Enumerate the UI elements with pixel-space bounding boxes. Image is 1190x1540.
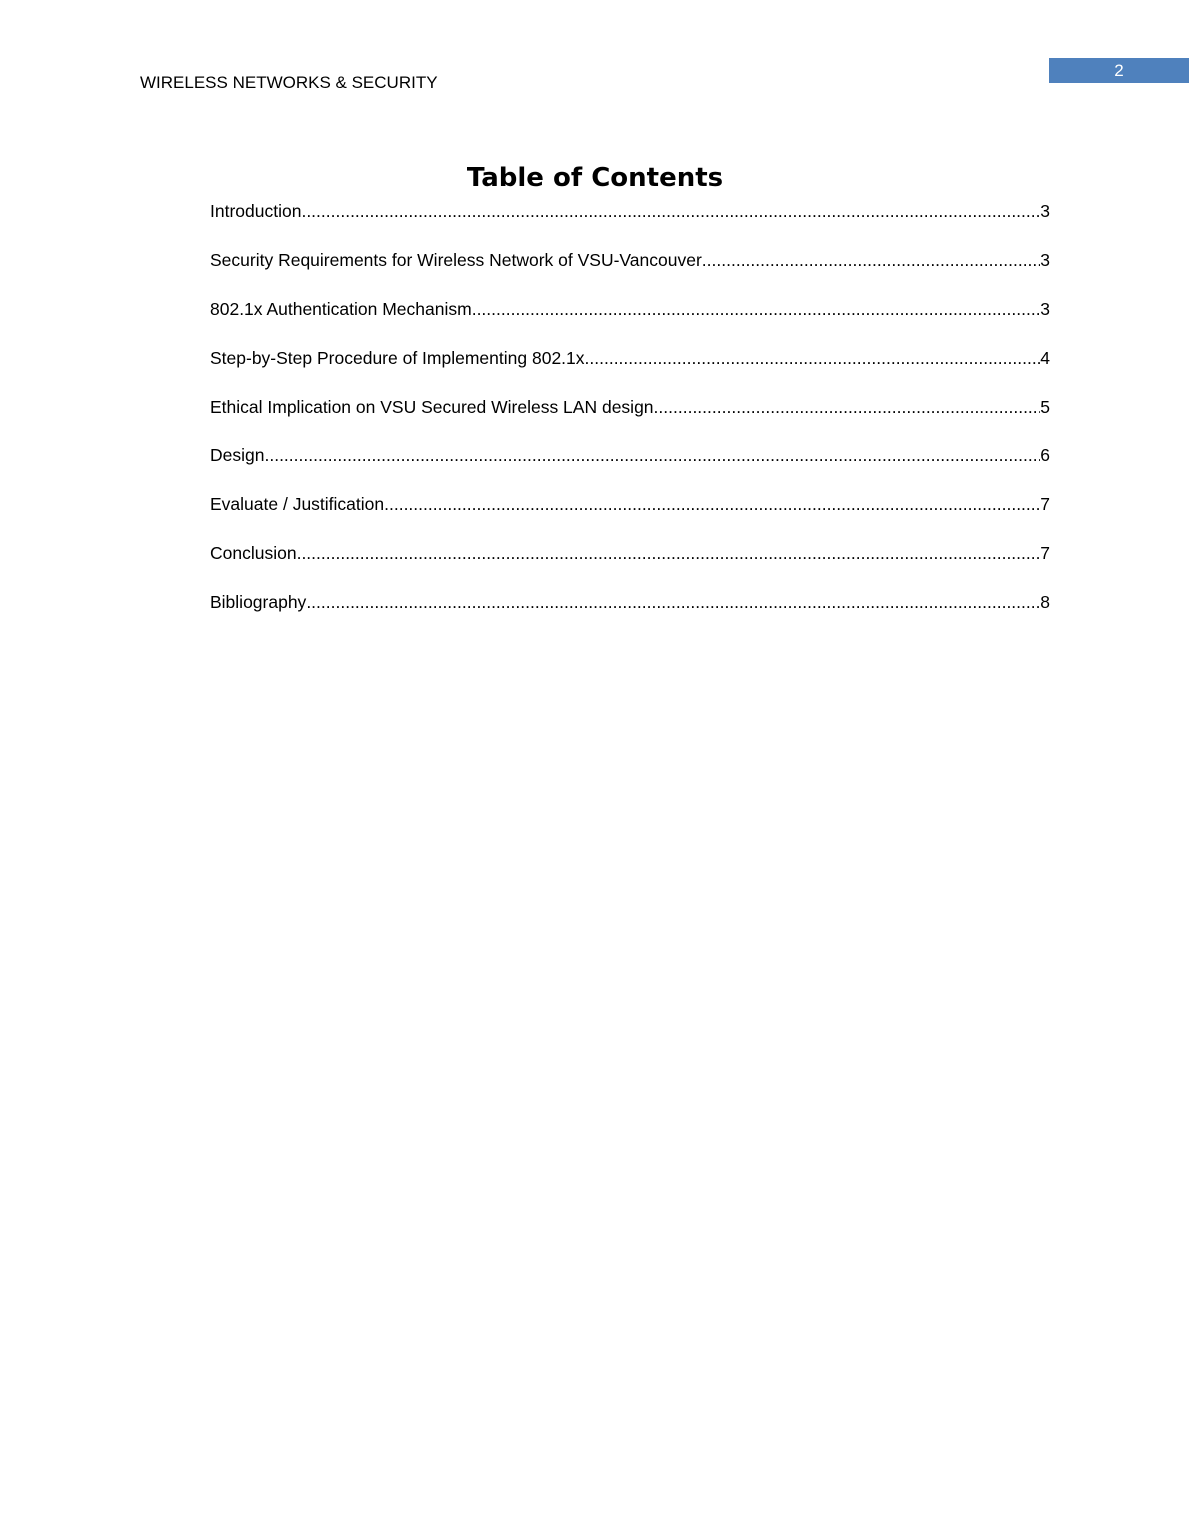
running-header: WIRELESS NETWORKS & SECURITY: [140, 73, 438, 92]
toc-entry-security-requirements[interactable]: [210, 248, 1050, 272]
page-number-badge: [1049, 58, 1189, 83]
toc-entry-bibliography[interactable]: [210, 590, 1050, 614]
toc-entry-introduction[interactable]: [210, 199, 1050, 223]
toc-entry-conclusion[interactable]: [210, 541, 1050, 565]
toc-entry-evaluate-justification[interactable]: [210, 492, 1050, 516]
toc-entry-label: Evaluate / Justification: [210, 494, 385, 515]
toc-title: Table of Contents: [466, 163, 724, 193]
toc-entry-ethical-implication[interactable]: [210, 395, 1050, 419]
toc-entry-page: 6: [1040, 445, 1050, 466]
toc-entry-authentication-mechanism[interactable]: [210, 297, 1050, 321]
toc-entry-page: 3: [1040, 298, 1050, 319]
toc-entry-page: 3: [1040, 201, 1050, 221]
page-number: 2: [1114, 61, 1124, 80]
toc-dot-leader: [301, 199, 1040, 223]
toc-dot-leader: [654, 395, 1041, 419]
toc-entry-page: 4: [1040, 347, 1050, 368]
toc-entry-label: Step-by-Step Procedure of Implementing 802.1x: [210, 347, 585, 368]
toc-dot-leader: [297, 541, 1041, 565]
toc-entry-page: 8: [1040, 592, 1050, 613]
toc-entry-label: Bibliography: [210, 592, 307, 613]
toc-dot-leader: [472, 297, 1041, 321]
toc-entry-page: 3: [1040, 249, 1050, 270]
toc-dot-leader: [306, 590, 1040, 614]
toc-entry-page: 5: [1040, 396, 1050, 417]
toc-entry-label: Design: [210, 445, 265, 466]
toc-entry-label: Ethical Implication on VSU Secured Wireless LAN design: [210, 396, 654, 417]
toc-entry-design[interactable]: [210, 443, 1050, 467]
toc-entry-label: Introduction: [210, 201, 302, 221]
table-of-contents: [210, 199, 1050, 639]
toc-entry-page: 7: [1040, 543, 1050, 564]
toc-dot-leader: [264, 443, 1040, 467]
toc-entry-label: Security Requirements for Wireless Network of VSU-Vancouver: [210, 249, 702, 270]
toc-entry-label: Conclusion: [210, 543, 297, 564]
toc-entry-page: 7: [1040, 494, 1050, 515]
toc-dot-leader: [702, 248, 1040, 272]
toc-entry-step-by-step-procedure[interactable]: [210, 346, 1050, 370]
toc-dot-leader: [384, 492, 1040, 516]
toc-entry-label: 802.1x Authentication Mechanism: [210, 298, 472, 319]
toc-dot-leader: [585, 346, 1041, 370]
